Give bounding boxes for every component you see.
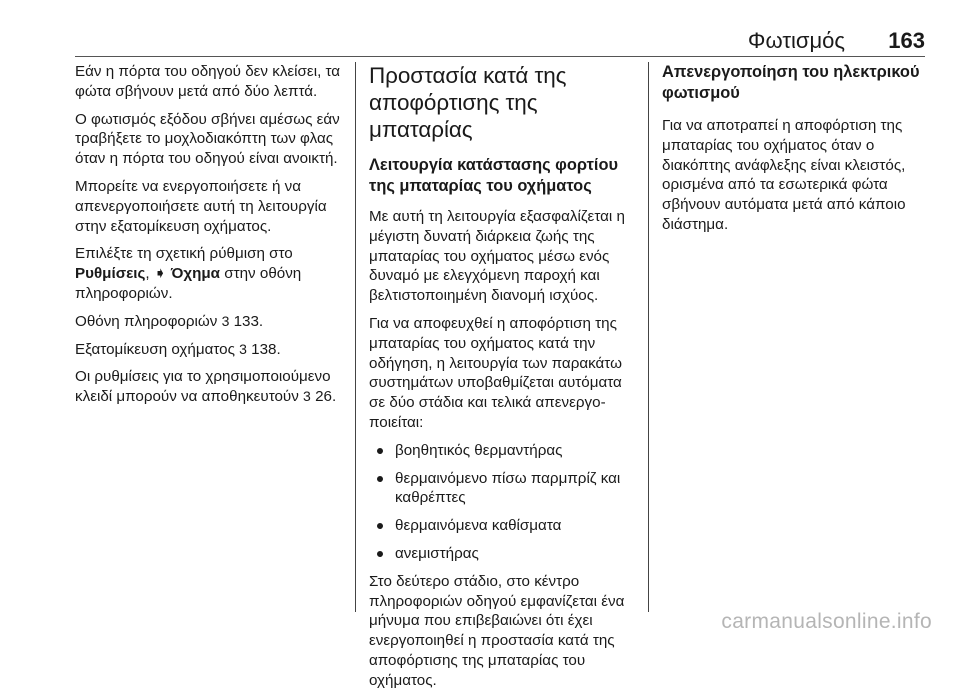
page-reference-icon: 3 bbox=[221, 312, 230, 329]
text-segment: στην οθόνη πληροφοριών. bbox=[75, 265, 302, 302]
page-reference-icon: 3 bbox=[239, 340, 247, 357]
list-item bbox=[369, 544, 637, 564]
bullet-icon bbox=[377, 523, 383, 529]
cross-reference-page: 138. bbox=[246, 340, 281, 358]
bullet-icon bbox=[377, 448, 383, 454]
watermark: carmanualsonline.info bbox=[721, 610, 932, 633]
column-divider-right bbox=[648, 62, 649, 612]
text-segment: Επιλέξτε τη σχετική ρύθμιση στο bbox=[75, 245, 293, 263]
paragraph-systems-reduced: Για να αποφευχθεί η αποφόρτιση της μπαταρίας του οχήματος κατά την οδήγηση, η λειτουργία των παρακάτω συστημάτων υποβαθμίζεται αυτόματα σε δύο στάδια και τελικά απενεργοποιείται: bbox=[369, 314, 622, 431]
subsection-heading: Λειτουργία κατάστασης φορτίου της μπαταρίας του οχήματος bbox=[369, 156, 619, 195]
subsection-heading: Απενεργοποίηση του ηλεκτρικού φωτισμού bbox=[662, 63, 920, 102]
list-item-text: ανεμιστήρας bbox=[395, 544, 479, 562]
section-heading: Προστασία κατά της αποφόρτισης της μπαταρίας bbox=[369, 63, 567, 142]
bullet-icon bbox=[377, 476, 383, 482]
list-item bbox=[369, 516, 637, 536]
bullet-icon bbox=[377, 551, 383, 557]
cross-reference-info-display bbox=[75, 312, 343, 332]
paragraph-select-setting bbox=[75, 244, 343, 303]
cross-reference-text: Εξατομίκευση οχήματος bbox=[75, 340, 240, 358]
cross-reference-text: Οθόνη πληροφοριών bbox=[75, 312, 222, 330]
menu-arrow-icon: ➧ bbox=[153, 265, 167, 283]
page-reference-icon: 3 bbox=[303, 388, 311, 405]
page-number: 163 bbox=[888, 28, 925, 53]
vehicle-menu-label: Όχημα bbox=[170, 265, 221, 283]
list-item-text: βοηθητικός θερμαντήρας bbox=[395, 441, 563, 459]
list-item-text: θερμαινόμενο πίσω παρμπρίζ και καθρέπτες bbox=[395, 469, 621, 507]
paragraph-enable-disable: Μπορείτε να ενεργοποιήσετε ή να απενεργοποιήσετε αυτή τη λειτουργία στην εξατομίκευση οχήματος. bbox=[75, 177, 327, 235]
header-divider bbox=[75, 56, 925, 57]
text-segment: , bbox=[145, 265, 154, 283]
column-middle bbox=[369, 62, 637, 699]
column-divider-left bbox=[355, 62, 356, 612]
paragraph-lighting-off: Για να αποτραπεί η αποφόρτιση της μπαταρίας του οχήματος όταν ο διακόπτης ανάφλεξης είναι κλειστός, ορισμένα από τα εσωτερικά φώτα σβήνουν αυτόματα μετά από κάποιο διάστημα. bbox=[662, 117, 906, 233]
cross-reference-text: Οι ρυθμίσεις για το χρησιμοποιούμενο κλειδί μπορούν να αποθηκευτούν bbox=[75, 368, 331, 406]
paragraph-exit-lighting: Ο φωτισμός εξόδου σβήνει αμέσως εάν τραβήξετε το μοχλοδιακόπτη των φλας όταν η πόρτα του οδηγού είναι ανοικτή. bbox=[75, 110, 340, 168]
paragraph-second-stage: Στο δεύτερο στάδιο, στο κέντρο πληροφοριών οδηγού εμφανίζεται ένα μήνυμα που επιβεβαιώνει ότι έχει ενεργοποιηθεί η προστασία κατά της αποφόρτισης της μπαταρίας του οχήματος. bbox=[369, 572, 625, 689]
column-left bbox=[75, 62, 343, 415]
list-item bbox=[369, 441, 637, 461]
cross-reference-key-settings bbox=[75, 367, 343, 407]
systems-list bbox=[369, 441, 637, 564]
settings-menu-label: Ρυθμίσεις bbox=[75, 265, 146, 283]
cross-reference-page: 133. bbox=[229, 312, 264, 330]
page-title: Φωτισμός bbox=[747, 28, 845, 53]
column-right bbox=[662, 62, 932, 243]
cross-reference-personalization bbox=[75, 340, 343, 360]
cross-reference-page: 26. bbox=[310, 388, 337, 406]
paragraph-door-close: Εάν η πόρτα του οδηγού δεν κλείσει, τα φώτα σβήνουν μετά από δύο λεπτά. bbox=[75, 63, 341, 100]
list-item-text: θερμαινόμενα καθίσματα bbox=[395, 517, 562, 535]
paragraph-function-description: Με αυτή τη λειτουργία εξασφαλίζεται η μέγιστη δυνατή διάρκεια ζωής της μπαταρίας του οχήματος μέσω ενός δυναμό με ελεγχόμενη παροχή και βελτιστοποιημένη διανομή ισχύος. bbox=[369, 208, 625, 305]
page-header bbox=[75, 28, 925, 58]
list-item bbox=[369, 469, 637, 509]
